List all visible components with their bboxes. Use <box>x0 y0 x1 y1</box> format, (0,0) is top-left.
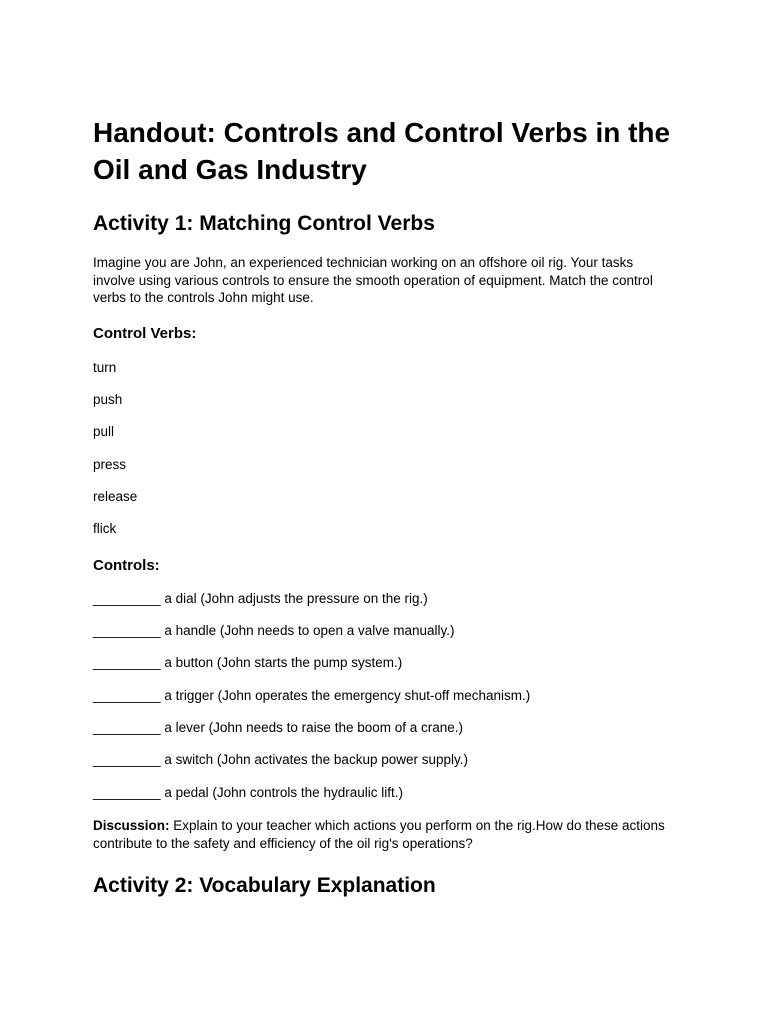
answer-blank[interactable]: _________ <box>93 655 161 670</box>
answer-blank[interactable]: _________ <box>93 752 161 767</box>
verb-item-flick: flick <box>93 521 117 536</box>
control-item-text: a handle (John needs to open a valve manually.) <box>164 623 455 638</box>
verb-item-press: press <box>93 457 127 472</box>
answer-blank[interactable]: _________ <box>93 688 161 703</box>
control-item-text: a pedal (John controls the hydraulic lift.) <box>164 785 403 800</box>
control-item-text: a lever (John needs to raise the boom of a crane.) <box>164 720 464 735</box>
activity-1-heading: Activity 1: Matching Control Verbs <box>93 212 435 235</box>
control-item-text: a button (John starts the pump system.) <box>164 655 403 670</box>
control-item-text: a switch (John activates the backup power supply.) <box>164 752 468 767</box>
answer-blank[interactable]: _________ <box>93 720 161 735</box>
answer-blank[interactable]: _________ <box>93 591 161 606</box>
control-item-pedal <box>93 784 403 802</box>
control-item-trigger <box>93 687 530 705</box>
discussion-text: Explain to your teacher which actions you perform on the rig.How do these actions contribute to the safety and efficiency of the oil rig's operations? <box>93 818 665 851</box>
control-item-text: a dial (John adjusts the pressure on the rig.) <box>164 591 428 606</box>
discussion-paragraph <box>93 817 671 852</box>
control-item-switch <box>93 751 468 769</box>
verb-item-push: push <box>93 392 123 407</box>
controls-heading: Controls: <box>93 557 160 574</box>
control-item-handle <box>93 622 455 640</box>
page-title: Handout: Controls and Control Verbs in the Oil and Gas Industry <box>93 117 671 185</box>
discussion-label: Discussion: <box>93 818 170 833</box>
control-item-lever <box>93 719 463 737</box>
verb-item-release: release <box>93 489 138 504</box>
verb-item-pull: pull <box>93 424 115 439</box>
control-item-text: a trigger (John operates the emergency shut-off mechanism.) <box>164 688 531 703</box>
control-item-button <box>93 654 402 672</box>
activity-2-heading: Activity 2: Vocabulary Explanation <box>93 874 436 897</box>
answer-blank[interactable]: _________ <box>93 785 161 800</box>
answer-blank[interactable]: _________ <box>93 623 161 638</box>
verb-item-turn: turn <box>93 360 117 375</box>
control-verbs-heading: Control Verbs: <box>93 325 197 342</box>
activity-1-intro: Imagine you are John, an experienced technician working on an offshore oil rig. Your tasks involve using various controls to ensure the smooth operation of equipment. Match the control verbs to the controls John might use. <box>93 255 653 305</box>
control-item-dial <box>93 590 428 608</box>
